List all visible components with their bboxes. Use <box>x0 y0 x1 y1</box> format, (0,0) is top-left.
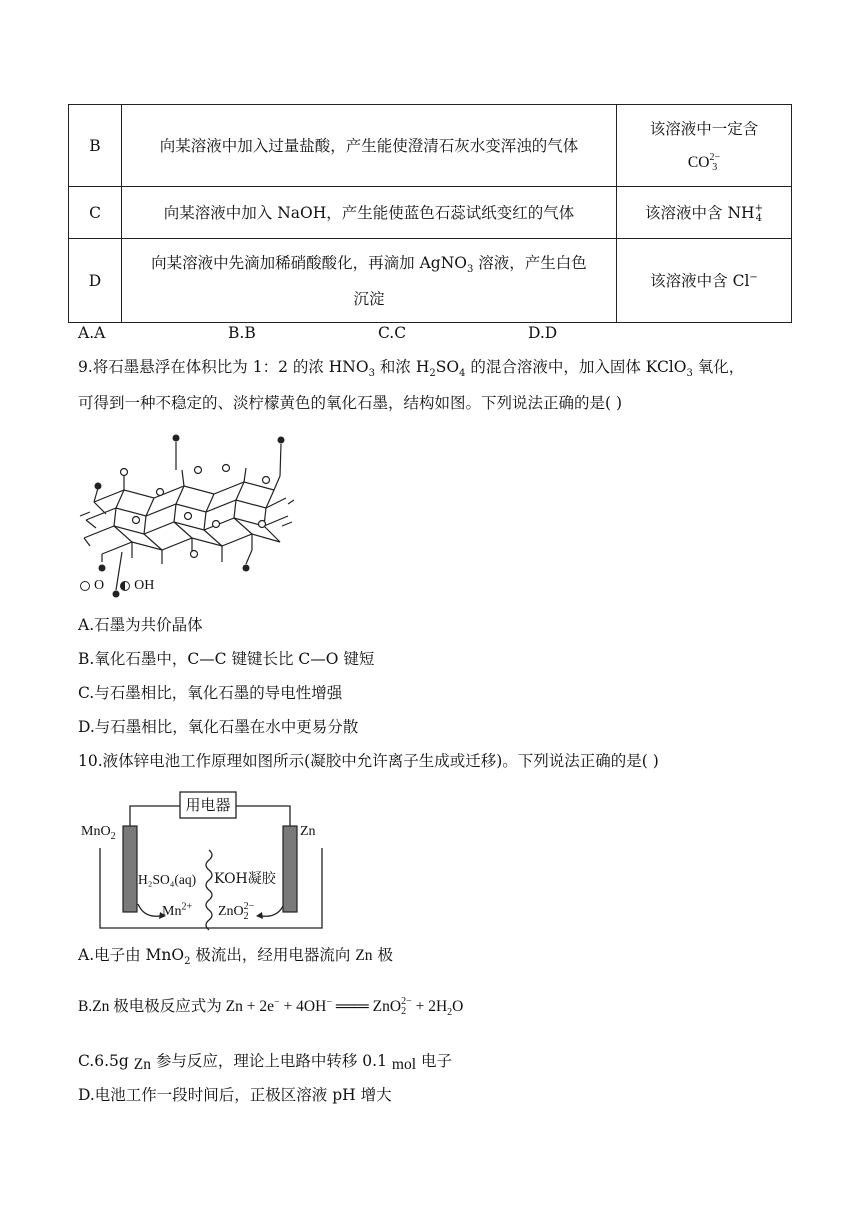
structure-legend <box>80 578 154 594</box>
table-row <box>69 239 792 323</box>
formula-sub: 2 <box>110 830 116 842</box>
table-row <box>69 187 792 239</box>
q10-option-d[interactable]: D.电池工作一段时间后，正极区溶液 pH 增大 <box>78 1086 392 1104</box>
right-electrode-label: Zn <box>300 824 316 839</box>
row-conclusion <box>617 239 792 323</box>
q8-choices <box>78 324 778 346</box>
operation-line2: 沉淀 <box>353 289 385 308</box>
text-segment: mol <box>391 1056 417 1073</box>
formula-base: Mn <box>162 904 182 919</box>
formula-sub: 4 <box>755 212 762 224</box>
choice-d[interactable]: D.D <box>528 324 558 342</box>
formula-sup: 2− <box>243 901 255 912</box>
legend-o-label: O <box>94 578 105 593</box>
o-groups <box>121 465 270 558</box>
conclusion-text: 该溶液中含 NH <box>645 203 755 222</box>
mn-ion-label <box>162 901 193 920</box>
choice-b[interactable]: B.B <box>228 324 256 342</box>
text-segment: A.电子由 MnO <box>78 946 185 964</box>
formula-sub: 2 <box>401 1006 407 1018</box>
zn-electrode <box>283 826 297 912</box>
text-segment: B.Zn 极电极反应式为 Zn + 2e <box>78 998 275 1015</box>
text-segment: 的混合溶液中，加入固体 KClO <box>465 358 687 376</box>
choice-c[interactable]: C.C <box>378 324 407 342</box>
operation-line1 <box>130 252 608 274</box>
row-conclusion <box>617 105 792 187</box>
text-segment: 极 <box>372 946 393 964</box>
left-electrode-label <box>81 824 116 840</box>
formula-base: MnO <box>81 824 111 839</box>
legend-oh-label: OH <box>134 578 155 593</box>
choice-a[interactable]: A.A <box>78 324 106 342</box>
text-segment: 向某溶液中先滴加稀硝酸酸化，再滴加 AgNO <box>151 253 467 272</box>
left-solution-label: H₂SO₄(aq) <box>138 872 197 887</box>
formula-base: CO <box>687 153 710 171</box>
text-segment: 溶液，产生白色 <box>473 253 587 272</box>
q9-option-c[interactable]: C.与石墨相比，氧化石墨的导电性增强 <box>78 684 343 702</box>
conclusion-text: 该溶液中含 Cl <box>650 271 750 290</box>
conclusion-line2 <box>625 152 783 174</box>
q9-option-b[interactable]: B.氧化石墨中，C—C 键键长比 C—O 键短 <box>78 650 375 668</box>
formula-sub: 3 <box>368 368 375 380</box>
text-segment: Zn <box>133 1056 151 1073</box>
formula-sub: 2 <box>429 368 436 380</box>
row-operation: 向某溶液中加入 NaOH，产生能使蓝色石蕊试纸变红的气体 <box>122 187 617 239</box>
q9-option-a[interactable]: A.石墨为共价晶体 <box>78 616 203 634</box>
device-label: 用电器 <box>185 796 231 814</box>
text-segment: 氧化， <box>692 358 745 376</box>
conclusion-line1: 该溶液中一定含 <box>649 119 759 138</box>
text-segment: 参与反应，理论上电路中转移 0.1 <box>150 1052 392 1070</box>
open-circle-icon <box>80 581 90 591</box>
text-segment: ═══ ZnO <box>331 998 402 1015</box>
zno2-ion-label <box>218 902 254 922</box>
row-key: D <box>69 239 122 323</box>
zinc-battery-figure <box>78 788 328 933</box>
formula-sup: + <box>754 202 763 214</box>
text-segment: SO <box>435 358 460 376</box>
formula-sup: 2− <box>401 996 412 1008</box>
options-table <box>68 104 792 323</box>
mno2-electrode <box>123 826 137 912</box>
table-row <box>69 105 792 187</box>
text-segment: 9.将石墨悬浮在体积比为 1：2 的浓 HNO <box>78 358 369 376</box>
formula-base: ZnO <box>218 904 244 920</box>
half-filled-circle-icon <box>120 581 130 591</box>
q10-stem: 10.液体锌电池工作原理如图所示(凝胶中允许离子生成或迁移)。下列说法正确的是( ) <box>78 752 659 770</box>
q9-option-d[interactable]: D.与石墨相比，氧化石墨在水中更易分散 <box>78 718 359 736</box>
row-operation: 向某溶液中加入过量盐酸，产生能使澄清石灰水变浑浊的气体 <box>122 105 617 187</box>
formula-sub: 2 <box>447 1007 453 1019</box>
text-segment: O <box>452 998 464 1015</box>
row-key: B <box>69 105 122 187</box>
text-segment: 极流出，经用电器流向 <box>190 946 356 964</box>
right-solution-label: KOH凝胶 <box>214 871 276 887</box>
formula-sup: − <box>749 271 758 283</box>
formula-sub: 3 <box>712 161 718 173</box>
formula-sub: 2 <box>243 911 249 922</box>
q10-option-a[interactable] <box>78 944 393 967</box>
formula-sup: − <box>326 996 332 1008</box>
formula-sup: − <box>274 996 280 1008</box>
text-segment: + 4OH <box>279 998 327 1015</box>
q10-option-c[interactable] <box>78 1050 452 1073</box>
text-segment: C.6.5g <box>78 1052 134 1070</box>
formula-sub: 2 <box>184 956 191 968</box>
formula-sup: 2+ <box>181 901 193 913</box>
text-segment: 电子 <box>416 1052 452 1070</box>
q9-stem-line1 <box>78 356 744 378</box>
row-operation <box>122 239 617 323</box>
text-segment: Zn <box>355 947 373 964</box>
formula-sub: 4 <box>459 368 466 380</box>
q10-option-b[interactable] <box>78 996 463 1018</box>
row-key: C <box>69 187 122 239</box>
formula-sub: 3 <box>686 368 693 380</box>
text-segment: + 2H <box>411 998 448 1015</box>
formula-sup: 2− <box>709 151 721 163</box>
row-conclusion <box>617 187 792 239</box>
formula-sub: 3 <box>467 263 474 275</box>
text-segment: 和浓 H <box>374 358 430 376</box>
q9-stem-line2: 可得到一种不稳定的、淡柠檬黄色的氧化石墨，结构如图。下列说法正确的是( ) <box>78 394 623 412</box>
